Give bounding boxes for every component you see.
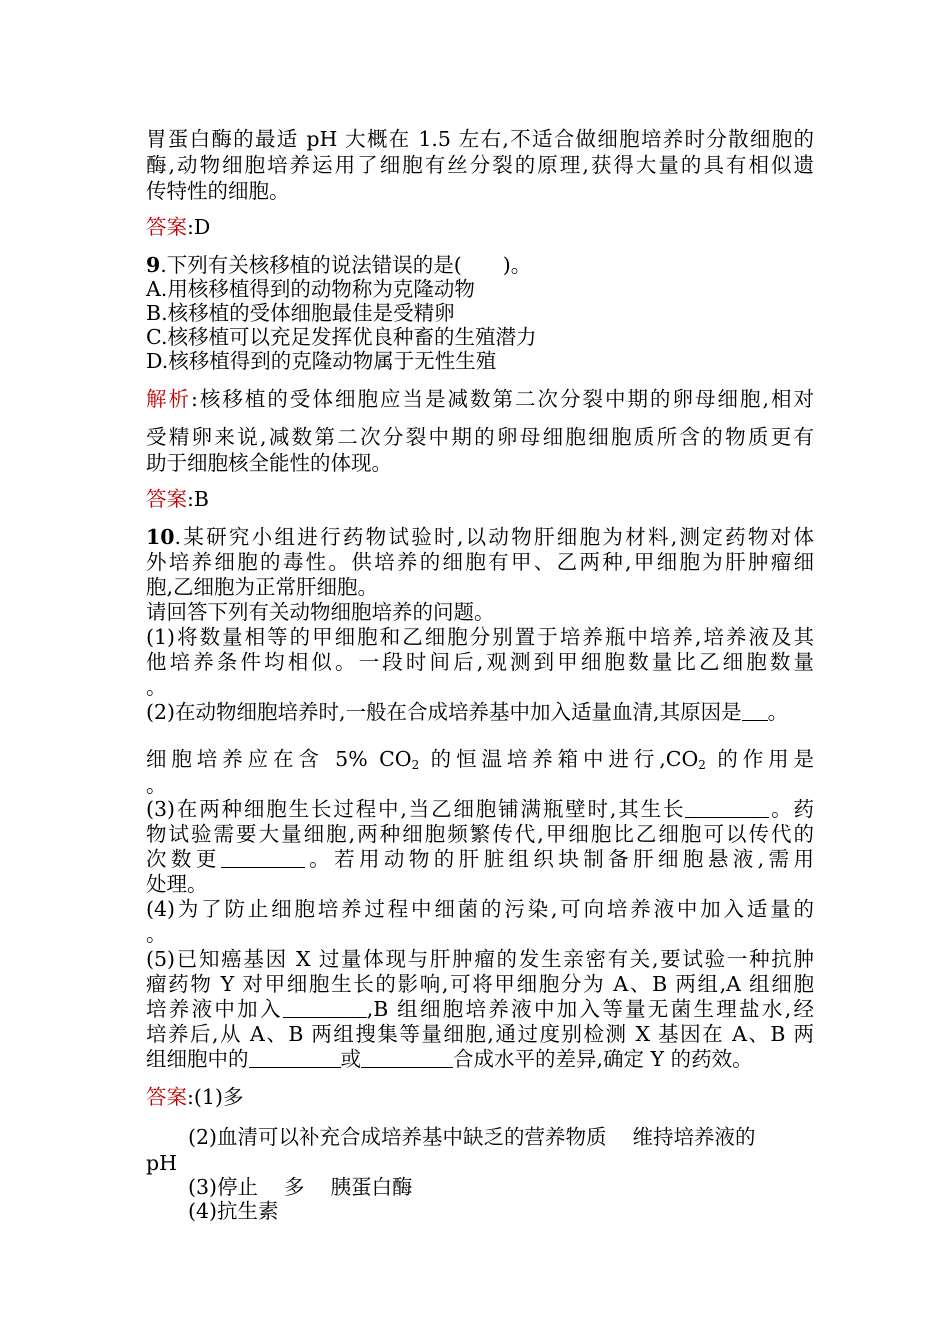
answer-value: (2)血清可以补充合成培养基中缺乏的营养物质 xyxy=(188,1125,607,1149)
question-9-stem xyxy=(146,252,814,278)
analysis-text: :核移植的受体细胞应当是减数第二次分裂中期的卵母细胞,相对 xyxy=(191,387,815,411)
answer-value: :D xyxy=(187,215,211,239)
text-segment: 组细胞中的 xyxy=(146,1047,249,1071)
text-segment: ,B 组细胞培养液中加入等量无菌生理盐水,经 xyxy=(366,997,814,1021)
text-segment: 培养液中加入 xyxy=(146,997,283,1021)
text-line xyxy=(146,996,814,1022)
option-b: B.核移植的受体细胞最佳是受精卵 xyxy=(146,301,455,325)
text-segment: 。 xyxy=(767,700,789,724)
answer-blank xyxy=(742,700,768,721)
text-line: 。 xyxy=(146,922,167,946)
answer-line xyxy=(188,1174,814,1200)
text-line: 。 xyxy=(146,773,167,797)
answer-blank xyxy=(361,1047,453,1068)
text-segment: (2)在动物细胞培养时,一般在合成培养基中加入适量血清,其原因是 xyxy=(146,700,742,724)
subscript: 2 xyxy=(411,758,420,772)
text-line: 物试验需要大量细胞,两种细胞频繁传代,甲细胞比乙细胞可以传代的 xyxy=(146,822,814,846)
text-segment: 的作用是 xyxy=(705,747,815,771)
answer-line xyxy=(146,486,814,512)
text-line: 酶,动物细胞培养运用了细胞有丝分裂的原理,获得大量的具有相似遗 xyxy=(146,153,814,177)
text-line: 瘤药物 Y 对甲细胞生长的影响,可将甲细胞分为 A、B 两组,A 组细胞 xyxy=(146,972,814,996)
answer-value: :(1)多 xyxy=(187,1085,244,1109)
text-line: (5)已知癌基因 X 过量体现与肝肿瘤的发生亲密有关,要试验一种抗肿 xyxy=(146,947,814,971)
text-line: 外培养细胞的毒性。供培养的细胞有甲、乙两种,甲细胞为肝肿瘤细 xyxy=(146,550,814,574)
text-line: 他培养条件均相似。一段时间后,观测到甲细胞数量比乙细胞数量 xyxy=(146,650,814,674)
text-line: (4)为了防止细胞培养过程中细菌的污染,可向培养液中加入适量的 xyxy=(146,897,814,921)
text-line: 。 xyxy=(146,675,167,699)
question-text: .某研究小组进行药物试验时,以动物肝细胞为材料,测定药物对体 xyxy=(174,525,814,549)
question-10-stem xyxy=(146,524,814,550)
question-text: .下列有关核移植的说法错误的是( )。 xyxy=(160,253,532,277)
option-d: D.核移植得到的克隆动物属于无性生殖 xyxy=(146,349,497,373)
analysis-line xyxy=(146,386,814,412)
analysis-label: 解析 xyxy=(146,387,192,411)
answer-value: :B xyxy=(187,487,209,511)
answer-label: 答案 xyxy=(146,215,187,239)
text-segment: (3)在两种细胞生长过程中,当乙细胞铺满瓶壁时,其生长 xyxy=(146,797,686,821)
text-line: 请回答下列有关动物细胞培养的问题。 xyxy=(146,600,495,624)
answer-value: 多 xyxy=(284,1175,305,1199)
answer-line xyxy=(188,1124,814,1150)
text-segment: 或 xyxy=(340,1047,361,1071)
text-segment: 合成水平的差异,确定 Y 的药效。 xyxy=(453,1047,753,1071)
text-line xyxy=(146,699,814,725)
question-number: 9 xyxy=(146,253,161,277)
analysis-line: 助于细胞核全能性的体现。 xyxy=(146,451,392,475)
answer-blank xyxy=(283,997,367,1018)
text-line: 培养后,从 A、B 两组搜集等量细胞,通过度别检测 X 基因在 A、B 两 xyxy=(146,1022,814,1046)
subscript: 2 xyxy=(698,758,706,772)
answer-blank xyxy=(249,1047,341,1068)
answer-blank xyxy=(685,797,769,818)
answer-line: (4)抗生素 xyxy=(188,1199,279,1223)
question-number: 10 xyxy=(146,525,175,549)
text-segment: 的恒温培养箱中进行,CO xyxy=(419,747,699,771)
answer-line xyxy=(146,1084,814,1110)
text-line xyxy=(146,1046,814,1072)
text-line xyxy=(146,796,814,822)
text-segment: 次数更 xyxy=(146,847,221,871)
answer-label: 答案 xyxy=(146,1085,187,1109)
text-line xyxy=(146,846,814,872)
text-segment: 。药 xyxy=(769,797,814,821)
answer-value: 维持培养液的 xyxy=(632,1125,756,1149)
answer-blank xyxy=(221,847,305,868)
answer-value: 胰蛋白酶 xyxy=(330,1175,413,1199)
text-line: 处理。 xyxy=(146,872,208,896)
analysis-line: 受精卵来说,减数第二次分裂中期的卵母细胞细胞质所含的物质更有 xyxy=(146,425,814,449)
text-line: (1)将数量相等的甲细胞和乙细胞分别置于培养瓶中培养,培养液及其 xyxy=(146,625,814,649)
option-a: A.用核移植得到的动物称为克隆动物 xyxy=(146,277,475,301)
text-line: 传特性的细胞。 xyxy=(146,179,290,203)
answer-line: pH xyxy=(146,1151,178,1175)
text-segment: 。若用动物的肝脏组织块制备肝细胞悬液,需用 xyxy=(304,847,815,871)
answer-label: 答案 xyxy=(146,487,187,511)
answer-line xyxy=(146,214,814,240)
text-segment: 细胞培养应在含 5% CO xyxy=(146,747,412,771)
text-line: 胃蛋白酶的最适 pH 大概在 1.5 左右,不适合做细胞培养时分散细胞的 xyxy=(146,127,814,151)
answer-value: (3)停止 xyxy=(188,1175,259,1199)
text-line: 胞,乙细胞为正常肝细胞。 xyxy=(146,575,379,599)
option-c: C.核移植可以充足发挥优良种畜的生殖潜力 xyxy=(146,325,537,349)
